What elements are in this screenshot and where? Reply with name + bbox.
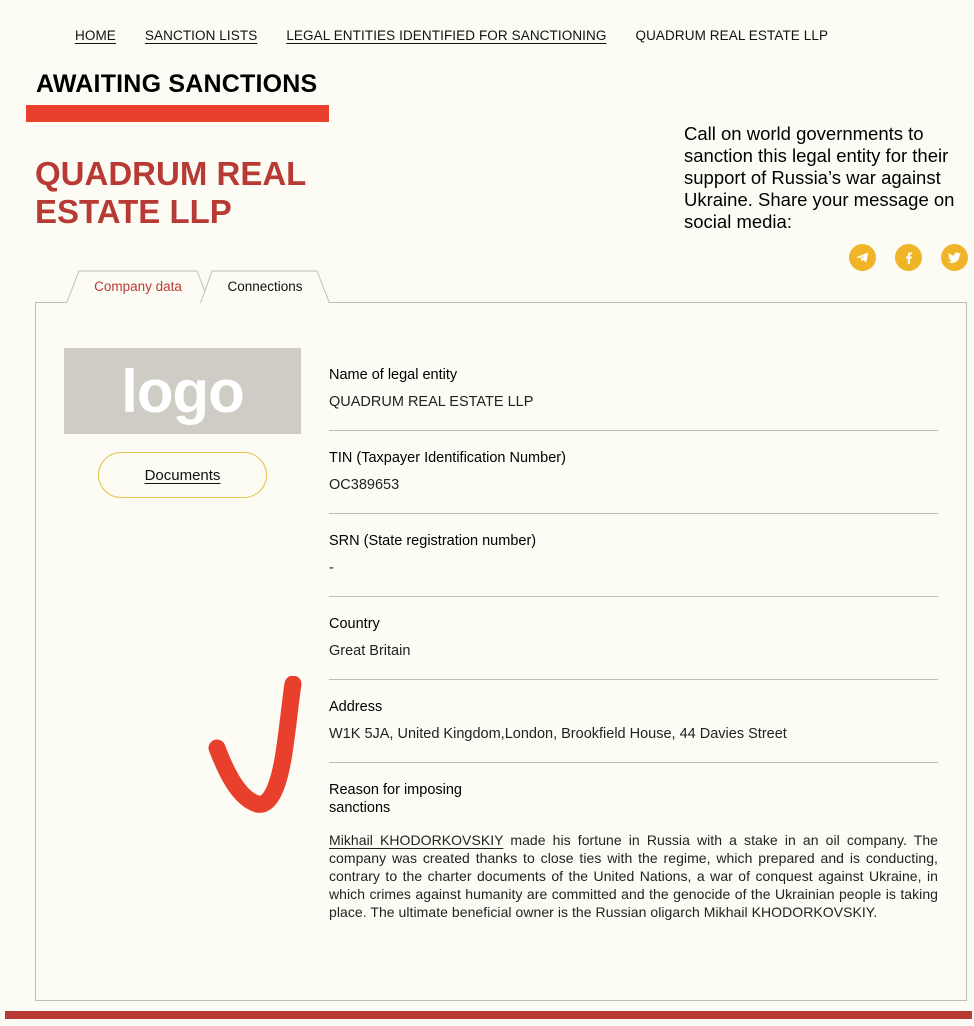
field-label: TIN (Taxpayer Identification Number): [329, 450, 566, 466]
field-label: SRN (State registration number): [329, 533, 537, 549]
field-name-of-legal-entity: [329, 366, 938, 431]
status-label: AWAITING SANCTIONS: [36, 70, 318, 98]
person-link[interactable]: Mikhail KHODORKOVSKIY: [329, 832, 504, 848]
field-label: Address: [329, 699, 383, 715]
tab-company-data-label: Company data: [94, 279, 182, 294]
field-label: Name of legal entity: [329, 367, 458, 383]
twitter-share-button[interactable]: [941, 244, 968, 271]
documents-button[interactable]: Documents: [98, 452, 267, 498]
field-label: Country: [329, 616, 380, 632]
reason-text: [329, 831, 938, 921]
tab-connections[interactable]: [200, 270, 330, 303]
checkmark-icon: [205, 676, 305, 816]
field-address: [329, 698, 938, 763]
company-details: [329, 366, 938, 921]
footer-divider-bar: [5, 1011, 972, 1019]
company-logo-placeholder: logo: [64, 348, 301, 434]
status-underline-bar: [26, 105, 329, 122]
tab-company-data[interactable]: [66, 270, 210, 303]
field-value: W1K 5JA, United Kingdom,London, Brookfield House, 44 Davies Street: [329, 726, 787, 742]
nav-sanction-lists-link[interactable]: SANCTION LISTS: [144, 28, 258, 43]
field-srn: [329, 532, 938, 597]
nav-current-page: QUADRUM REAL ESTATE LLP: [635, 28, 829, 43]
field-country: [329, 615, 938, 680]
field-reason: [329, 781, 938, 921]
nav-home-link[interactable]: HOME: [75, 28, 116, 43]
breadcrumb-nav: [75, 28, 828, 43]
reason-body: made his fortune in Russia with a stake in an oil company. The company was created thanks to close ties with the regime, which prepared and is conducting, contrary to the charter documents of the United Nations, a war of conquest against Ukraine, in which crimes against humanity are committed and the genocide of the Ukrainian people is taking place. The ultimate beneficial owner is the Russian oligarch Mikhail KHODORKOVSKIY.: [329, 832, 938, 920]
field-tin: [329, 449, 938, 514]
tab-connections-label: Connections: [227, 279, 303, 294]
nav-legal-entities-link[interactable]: LEGAL ENTITIES IDENTIFIED FOR SANCTIONING: [286, 28, 607, 43]
field-value: OC389653: [329, 477, 400, 493]
call-to-action-text: Call on world governments to sanction this legal entity for their support of Russia’s war against Ukraine. Share your message on social media:: [684, 123, 955, 232]
reason-label: Reason for imposing sanctions: [329, 782, 462, 816]
telegram-share-button[interactable]: [849, 244, 876, 271]
twitter-icon: [947, 250, 962, 265]
field-value: Great Britain: [329, 643, 411, 659]
field-value: QUADRUM REAL ESTATE LLP: [329, 394, 534, 410]
social-share-buttons: [849, 244, 968, 271]
facebook-icon: [902, 251, 916, 265]
facebook-share-button[interactable]: [895, 244, 922, 271]
field-value: -: [329, 560, 334, 576]
page-title: QUADRUM REAL ESTATE LLP: [35, 155, 306, 230]
telegram-icon: [855, 250, 870, 265]
